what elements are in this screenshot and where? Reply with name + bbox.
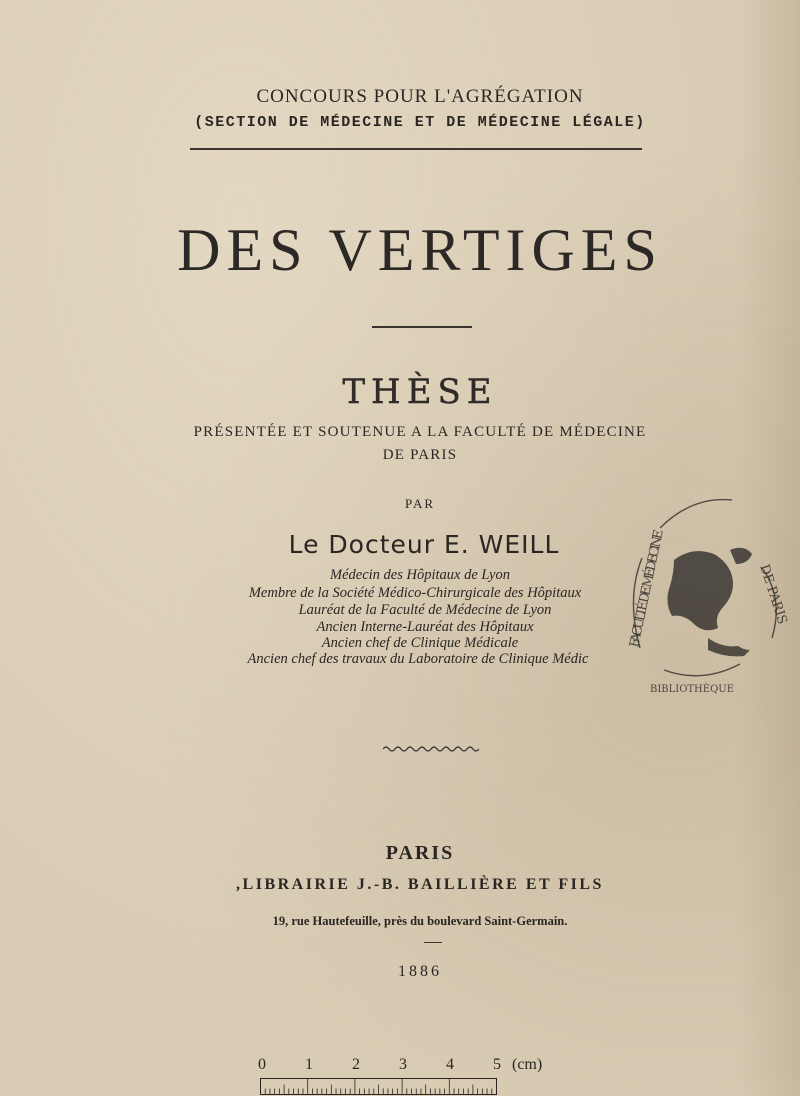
- scale-unit: (cm): [512, 1056, 543, 1073]
- title-rule: [372, 326, 472, 328]
- scale-label: 4: [446, 1056, 454, 1073]
- scale-label: 3: [399, 1056, 407, 1073]
- credential-line: Ancien chef de Clinique Médicale: [321, 635, 519, 651]
- stamp-text-bottom: BIBLIOTHÈQUE: [650, 684, 734, 695]
- scale-label: 2: [352, 1056, 360, 1073]
- header-rule: [190, 148, 642, 150]
- publisher-address: 19, rue Hautefeuille, près du boulevard Saint-Germain.: [272, 914, 568, 928]
- credential-line: Ancien Interne-Lauréat des Hôpitaux: [316, 619, 534, 635]
- publication-year: 1886: [398, 963, 442, 980]
- header-line-2: (SECTION DE MÉDECINE ET DE MÉDECINE LÉGALE): [194, 114, 646, 131]
- credential-line: Médecin des Hôpitaux de Lyon: [330, 567, 510, 583]
- stamp-text-right: DE PARIS: [756, 562, 790, 627]
- header-line-1: CONCOURS POUR L'AGRÉGATION: [256, 86, 584, 107]
- credential-line: Ancien chef des travaux du Laboratoire de Clinique Médic: [247, 651, 589, 667]
- scale-ruler: [260, 1078, 500, 1096]
- credential-line: Membre de la Société Médico-Chirurgicale des Hôpitaux: [248, 585, 582, 601]
- page-title: DES VERTIGES: [177, 217, 663, 283]
- publisher-city: PARIS: [385, 842, 455, 864]
- scale-label: 0: [258, 1056, 266, 1073]
- publisher-dash: [424, 942, 442, 943]
- publisher-name: ,LIBRAIRIE J.-B. BAILLIÈRE ET FILS: [236, 876, 604, 893]
- scale-label: 1: [305, 1056, 313, 1073]
- presented-line-2: DE PARIS: [382, 447, 458, 463]
- author-name: Le Docteur E. WEILL: [288, 530, 560, 559]
- presented-line-1: PRÉSENTÉE ET SOUTENUE A LA FACULTÉ DE MÉDECINE: [193, 424, 647, 440]
- thesis-heading: THÈSE: [342, 372, 498, 412]
- ornament-squiggle: [383, 744, 479, 754]
- library-stamp-icon: [612, 488, 792, 703]
- par-label: PAR: [404, 496, 436, 511]
- scale-label: 5: [493, 1056, 501, 1073]
- stamp-text-left: FACULTÉ DE MÉDECINE: [627, 528, 667, 649]
- credential-line: Lauréat de la Faculté de Médecine de Lyon: [298, 602, 552, 618]
